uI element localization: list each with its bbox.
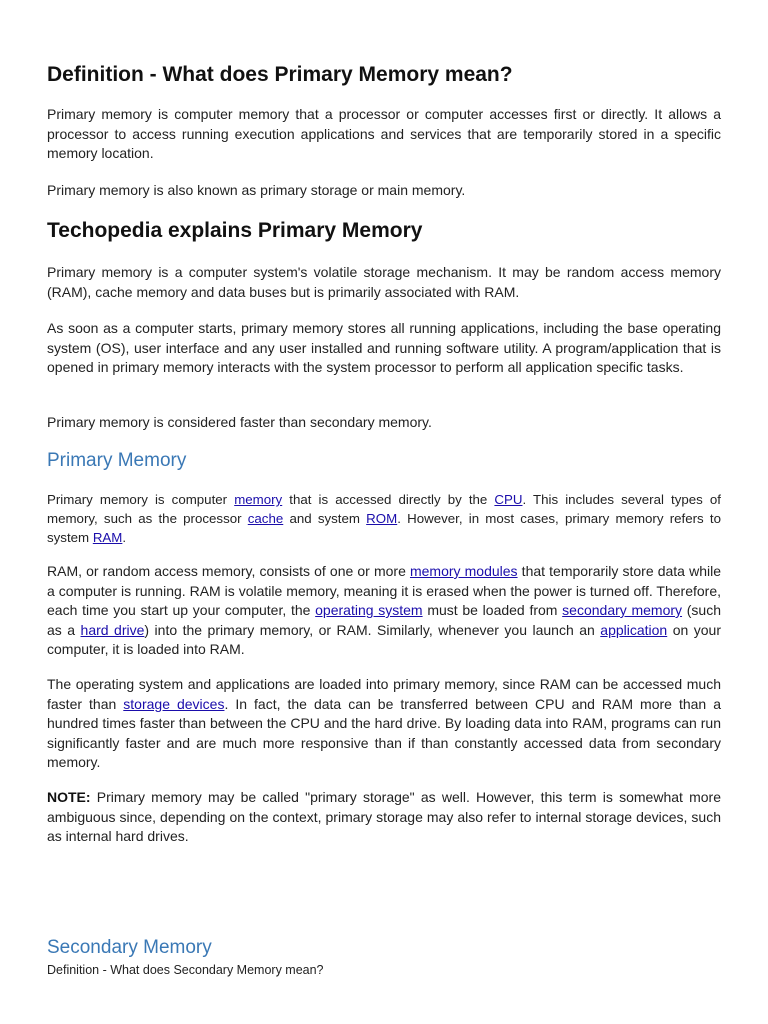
text-run: that is accessed directly by the: [282, 492, 495, 507]
text-run: .: [122, 530, 127, 545]
text-run: and system: [283, 511, 367, 526]
explains-paragraph-2: As soon as a computer starts, primary memory stores all running applications, including the base operating system (OS), user interface and any user installed and running software utility. A program/application that is opened in primary memory interacts with the system processor to perform all application specific tasks.: [47, 320, 721, 375]
operating-system-link[interactable]: operating system: [315, 602, 423, 618]
definition-paragraph-1: Primary memory is computer memory that a processor or computer accesses first or directly. It allows a processor to access running execution applications and services that are temporarily stored in a specific memory location.: [47, 106, 721, 161]
text-run: that temporarily store data while a computer is running. RAM is volatile memory, meaning it is erased when the power is turned off. Therefore, each time you start up your computer, the: [47, 563, 721, 618]
explains-paragraph-3: Primary memory is considered faster than secondary memory.: [47, 414, 432, 430]
text-run: . This includes several types of memory, such as the processor: [47, 492, 721, 526]
text-run: . However, in most cases, primary memory refers to system: [47, 511, 721, 545]
cpu-link[interactable]: CPU: [494, 492, 523, 507]
primary-memory-paragraph-1: [47, 490, 721, 547]
text-run: RAM, or random access memory, consists of one or more: [47, 563, 410, 579]
application-link[interactable]: application: [600, 621, 668, 638]
text-run: (such as a: [47, 602, 722, 638]
primary-memory-paragraph-3: [47, 675, 721, 773]
text-run: . In fact, the data can be transferred between CPU and RAM more than a hundred times faster than between the CPU and the hard drive. By loading data into RAM, programs can run significantly faster and are much more responsive than if than constantly accessed data from secondary memory.: [47, 695, 721, 770]
cache-link[interactable]: cache: [247, 511, 284, 526]
rom-link[interactable]: ROM: [366, 511, 398, 526]
text-run: The operating system and applications are loaded into primary memory, since RAM can be accessed much faster than: [47, 676, 721, 712]
explains-paragraph-1: Primary memory is a computer system's volatile storage mechanism. It may be random access memory (RAM), cache memory and data buses but is primarily associated with RAM.: [47, 264, 721, 300]
memory-link[interactable]: memory: [234, 492, 283, 507]
primary-memory-heading: Primary Memory: [47, 450, 187, 471]
text-run: ) into the primary memory, or RAM. Similarly, whenever you launch an: [144, 621, 601, 638]
definition-heading: Definition - What does Primary Memory mean?: [47, 63, 513, 86]
primary-memory-paragraph-2: [47, 562, 721, 660]
storage-devices-link[interactable]: storage devices: [123, 695, 225, 712]
text-run: Primary memory may be called "primary storage" as well. However, this term is somewhat more ambiguous since, depending on the context, primary storage may also refer to internal storage devices, such as internal hard drives.: [47, 789, 721, 844]
text-run: Primary memory is computer: [47, 492, 235, 507]
memory-modules-link[interactable]: memory modules: [409, 563, 518, 579]
hard-drive-link[interactable]: hard drive: [80, 621, 145, 638]
secondary-memory-link[interactable]: secondary memory: [562, 602, 683, 618]
note-paragraph: [47, 788, 721, 847]
explains-heading: Techopedia explains Primary Memory: [47, 219, 423, 242]
text-run: must be loaded from: [422, 602, 563, 618]
text-run: on your computer, it is loaded into RAM.: [47, 621, 721, 657]
definition-paragraph-2: Primary memory is also known as primary storage or main memory.: [47, 182, 466, 198]
note-label: NOTE:: [47, 789, 91, 805]
secondary-memory-caption: Definition - What does Secondary Memory mean?: [47, 963, 324, 977]
ram-link[interactable]: RAM: [92, 530, 123, 545]
secondary-memory-heading: Secondary Memory: [47, 937, 212, 958]
